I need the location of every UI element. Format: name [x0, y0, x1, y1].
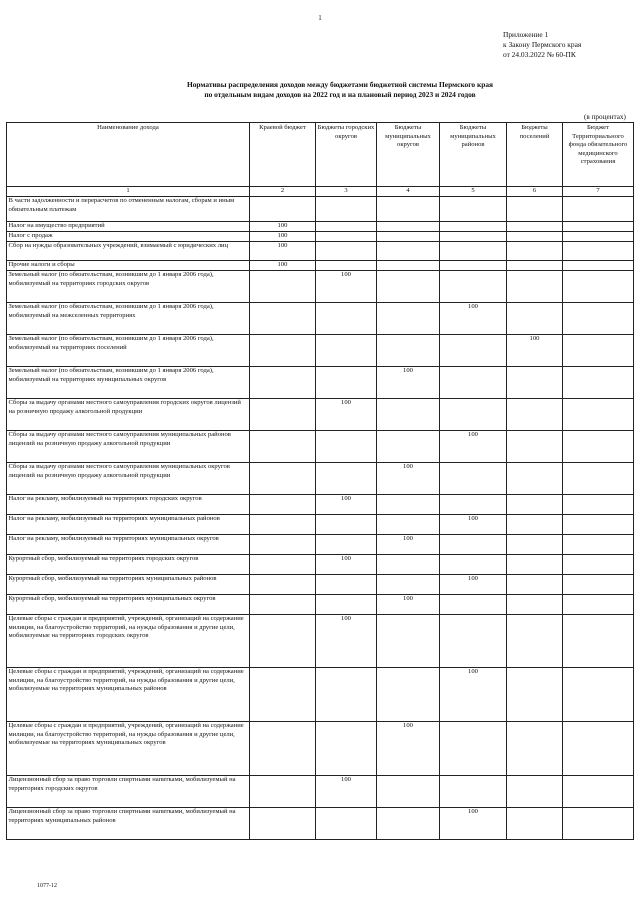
norm-value-cell: 100 — [250, 222, 316, 232]
table-row — [7, 271, 634, 303]
norm-value-cell — [563, 535, 634, 555]
header-regional-budget: Краевой бюджет — [250, 123, 316, 187]
norm-value-cell — [316, 242, 377, 261]
norm-value-cell — [563, 303, 634, 335]
norm-value-cell — [377, 575, 440, 595]
norm-value-cell — [440, 222, 507, 232]
footer-code: 1077-12 — [37, 883, 57, 889]
income-name-cell: Налог на рекламу, мобилизуемый на территориях муниципальных районов — [7, 515, 250, 535]
column-number: 2 — [250, 187, 316, 197]
norm-value-cell: 100 — [250, 232, 316, 242]
norm-value-cell — [563, 335, 634, 367]
norm-value-cell — [563, 232, 634, 242]
norms-table — [6, 122, 634, 840]
norm-value-cell — [377, 271, 440, 303]
norm-value-cell — [250, 776, 316, 808]
norm-value-cell — [563, 555, 634, 575]
norm-value-cell — [250, 722, 316, 776]
income-name-cell: Целевые сборы с граждан и предприятий, учреждений, организаций на содержание милиции, на благоустройство территорий, на нужды образования и другие цели, мобилизуемые на территориях муниципальных округов — [7, 722, 250, 776]
norm-value-cell — [507, 242, 563, 261]
norm-value-cell — [507, 271, 563, 303]
norm-value-cell — [440, 242, 507, 261]
table-row — [7, 495, 634, 515]
income-name-cell: Курортный сбор, мобилизуемый на территориях городских округов — [7, 555, 250, 575]
norm-value-cell: 100 — [377, 367, 440, 399]
norm-value-cell — [316, 303, 377, 335]
income-name-cell: Сборы за выдачу органами местного самоуправления муниципальных округов лицензий на розничную продажу алкогольной продукции — [7, 463, 250, 495]
norm-value-cell — [440, 615, 507, 668]
header-income-name: Наименование дохода — [7, 123, 250, 187]
income-name-cell: Сборы за выдачу органами местного самоуправления городских округов лицензий на розничную продажу алкогольной продукции — [7, 399, 250, 431]
table-row — [7, 261, 634, 271]
norm-value-cell — [377, 335, 440, 367]
norm-value-cell — [316, 595, 377, 615]
header-row — [7, 123, 634, 187]
table-row — [7, 595, 634, 615]
income-name-cell: Земельный налог (по обязательствам, возникшим до 1 января 2006 года), мобилизуемый на территориях городских округов — [7, 271, 250, 303]
income-name-cell: Налог на рекламу, мобилизуемый на территориях городских округов — [7, 495, 250, 515]
norm-value-cell — [250, 197, 316, 222]
norm-value-cell — [440, 261, 507, 271]
norm-value-cell — [250, 335, 316, 367]
norm-value-cell: 100 — [440, 431, 507, 463]
norm-value-cell — [316, 261, 377, 271]
header-settlement-budgets: Бюджеты поселений — [507, 123, 563, 187]
norm-value-cell — [563, 495, 634, 515]
norm-value-cell — [563, 722, 634, 776]
norm-value-cell — [316, 808, 377, 840]
norm-value-cell — [563, 808, 634, 840]
header-city-district-budgets: Бюджеты городских округов — [316, 123, 377, 187]
table-row — [7, 722, 634, 776]
page-number: 1 — [318, 14, 322, 22]
norm-value-cell: 100 — [377, 463, 440, 495]
norm-value-cell — [507, 776, 563, 808]
appendix-block — [503, 30, 581, 59]
norm-value-cell — [316, 463, 377, 495]
table-row — [7, 555, 634, 575]
norm-value-cell: 100 — [250, 242, 316, 261]
norm-value-cell — [563, 261, 634, 271]
income-name-cell: Курортный сбор, мобилизуемый на территориях муниципальных районов — [7, 575, 250, 595]
norm-value-cell: 100 — [507, 335, 563, 367]
norm-value-cell — [563, 515, 634, 535]
column-number-row — [7, 187, 634, 197]
norm-value-cell — [440, 722, 507, 776]
income-name-cell: Прочие налоги и сборы — [7, 261, 250, 271]
norm-value-cell — [507, 197, 563, 222]
header-medical-insurance-fund: Бюджет Территориального фонда обязательного медицинского страхования — [563, 123, 634, 187]
norm-value-cell — [316, 197, 377, 222]
norm-value-cell — [440, 535, 507, 555]
norm-value-cell — [377, 808, 440, 840]
norm-value-cell — [250, 595, 316, 615]
norm-value-cell — [563, 197, 634, 222]
appendix-line-2: к Закону Пермского края — [503, 39, 582, 49]
norm-value-cell — [440, 495, 507, 515]
norm-value-cell — [440, 399, 507, 431]
norm-value-cell: 100 — [377, 595, 440, 615]
norm-value-cell — [377, 776, 440, 808]
norm-value-cell — [507, 535, 563, 555]
income-name-cell: Лицензионный сбор за право торговли спиртными напитками, мобилизуемый на территориях муниципальных районов — [7, 808, 250, 840]
norm-value-cell — [250, 463, 316, 495]
table-row — [7, 668, 634, 722]
norm-value-cell — [377, 303, 440, 335]
table-row — [7, 776, 634, 808]
norm-value-cell — [507, 808, 563, 840]
column-number: 3 — [316, 187, 377, 197]
table-body — [7, 197, 634, 840]
table-row — [7, 808, 634, 840]
income-name-cell: Налог с продаж — [7, 232, 250, 242]
norm-value-cell — [507, 261, 563, 271]
norm-value-cell — [250, 399, 316, 431]
norm-value-cell — [250, 668, 316, 722]
table-row — [7, 575, 634, 595]
table-row — [7, 431, 634, 463]
norm-value-cell — [316, 431, 377, 463]
norm-value-cell — [563, 367, 634, 399]
appendix-line-1: Приложение 1 — [503, 30, 549, 39]
table-row — [7, 197, 634, 222]
norm-value-cell: 100 — [316, 776, 377, 808]
document-title — [40, 80, 640, 100]
norm-value-cell: 100 — [316, 615, 377, 668]
norm-value-cell — [507, 722, 563, 776]
table-row — [7, 367, 634, 399]
table-row — [7, 515, 634, 535]
norm-value-cell — [377, 668, 440, 722]
norm-value-cell — [377, 242, 440, 261]
table-row — [7, 535, 634, 555]
table-row — [7, 335, 634, 367]
norm-value-cell — [563, 595, 634, 615]
title-line-1: Нормативы распределения доходов между бюджетами бюджетной системы Пермского края — [186, 80, 494, 89]
norm-value-cell — [250, 808, 316, 840]
norm-value-cell — [250, 615, 316, 668]
norm-value-cell — [440, 335, 507, 367]
norm-value-cell — [377, 495, 440, 515]
norm-value-cell — [507, 367, 563, 399]
appendix-line-3: от 24.03.2022 № 60-ПК — [503, 49, 576, 59]
norm-value-cell — [440, 197, 507, 222]
table-row — [7, 615, 634, 668]
column-number: 5 — [440, 187, 507, 197]
norm-value-cell — [563, 463, 634, 495]
norm-value-cell — [316, 575, 377, 595]
norm-value-cell: 100 — [377, 722, 440, 776]
norm-value-cell — [563, 668, 634, 722]
norm-value-cell — [563, 575, 634, 595]
norm-value-cell — [377, 222, 440, 232]
income-name-cell: Целевые сборы с граждан и предприятий, учреждений, организаций на содержание милиции, на благоустройство территорий, на нужды образования и другие цели, мобилизуемые на территориях муниципальных районов — [7, 668, 250, 722]
norm-value-cell — [563, 776, 634, 808]
norm-value-cell — [377, 261, 440, 271]
norm-value-cell — [563, 222, 634, 232]
income-name-cell: Сборы за выдачу органами местного самоуправления муниципальных районов лицензий на розничную продажу алкогольной продукции — [7, 431, 250, 463]
norm-value-cell — [507, 303, 563, 335]
norm-value-cell — [316, 515, 377, 535]
norm-value-cell — [563, 431, 634, 463]
norm-value-cell — [377, 399, 440, 431]
income-name-cell: Налог на рекламу, мобилизуемый на территориях муниципальных округов — [7, 535, 250, 555]
income-name-cell: Целевые сборы с граждан и предприятий, учреждений, организаций на содержание милиции, на благоустройство территорий, на нужды образования и другие цели, мобилизуемые на территориях городских округов — [7, 615, 250, 668]
norm-value-cell: 100 — [440, 808, 507, 840]
norm-value-cell — [316, 222, 377, 232]
header-municipal-district-budgets: Бюджеты муниципальных округов — [377, 123, 440, 187]
norm-value-cell: 100 — [316, 271, 377, 303]
income-name-cell: В части задолженности и перерасчетов по отмененным налогам, сборам и иным обязательным платежам — [7, 197, 250, 222]
norm-value-cell — [316, 335, 377, 367]
column-number: 6 — [507, 187, 563, 197]
income-name-cell: Лицензионный сбор за право торговли спиртными напитками, мобилизуемый на территориях городских округов — [7, 776, 250, 808]
norm-value-cell — [563, 615, 634, 668]
norm-value-cell — [377, 232, 440, 242]
norm-value-cell: 100 — [440, 668, 507, 722]
table-row — [7, 463, 634, 495]
norm-value-cell — [250, 495, 316, 515]
norm-value-cell — [440, 463, 507, 495]
table-row — [7, 242, 634, 261]
norm-value-cell: 100 — [440, 515, 507, 535]
income-name-cell: Земельный налог (по обязательствам, возникшим до 1 января 2006 года), мобилизуемый на территориях поселений — [7, 335, 250, 367]
income-name-cell: Земельный налог (по обязательствам, возникшим до 1 января 2006 года), мобилизуемый на территориях муниципальных округов — [7, 367, 250, 399]
norm-value-cell — [507, 668, 563, 722]
norm-value-cell — [440, 595, 507, 615]
norm-value-cell — [250, 555, 316, 575]
norm-value-cell — [250, 271, 316, 303]
title-line-2: по отдельным видам доходов на 2022 год и на плановый период 2023 и 2024 годов — [204, 90, 476, 99]
norm-value-cell — [563, 399, 634, 431]
norm-value-cell — [316, 722, 377, 776]
norm-value-cell — [563, 242, 634, 261]
norm-value-cell — [250, 535, 316, 555]
income-name-cell: Налог на имущество предприятий — [7, 222, 250, 232]
units-note: (в процентах) — [584, 113, 626, 121]
norm-value-cell — [507, 222, 563, 232]
norm-value-cell — [507, 575, 563, 595]
norm-value-cell: 100 — [316, 555, 377, 575]
norm-value-cell: 100 — [377, 535, 440, 555]
norm-value-cell — [250, 367, 316, 399]
column-number: 7 — [563, 187, 634, 197]
norm-value-cell — [440, 232, 507, 242]
norm-value-cell — [440, 271, 507, 303]
norm-value-cell — [377, 615, 440, 668]
norm-value-cell — [563, 271, 634, 303]
norm-value-cell — [377, 515, 440, 535]
column-number: 1 — [7, 187, 250, 197]
norm-value-cell — [250, 431, 316, 463]
norm-value-cell — [377, 431, 440, 463]
header-municipal-area-budgets: Бюджеты муниципальных районов — [440, 123, 507, 187]
norm-value-cell — [507, 495, 563, 515]
norm-value-cell: 100 — [316, 495, 377, 515]
table-row — [7, 222, 634, 232]
norm-value-cell — [507, 399, 563, 431]
norm-value-cell — [507, 595, 563, 615]
norm-value-cell: 100 — [316, 399, 377, 431]
norm-value-cell — [250, 575, 316, 595]
norm-value-cell: 100 — [250, 261, 316, 271]
income-name-cell: Земельный налог (по обязательствам, возникшим до 1 января 2006 года), мобилизуемый на межселенных территориях — [7, 303, 250, 335]
norm-value-cell: 100 — [440, 303, 507, 335]
column-number: 4 — [377, 187, 440, 197]
norm-value-cell — [440, 367, 507, 399]
norm-value-cell: 100 — [440, 575, 507, 595]
norm-value-cell — [440, 776, 507, 808]
norm-value-cell — [316, 367, 377, 399]
income-name-cell: Сбор на нужды образовательных учреждений, взимаемый с юридических лиц — [7, 242, 250, 261]
income-name-cell: Курортный сбор, мобилизуемый на территориях муниципальных округов — [7, 595, 250, 615]
norm-value-cell — [377, 197, 440, 222]
norm-value-cell — [316, 668, 377, 722]
norm-value-cell — [316, 535, 377, 555]
table-row — [7, 303, 634, 335]
table-row — [7, 399, 634, 431]
norm-value-cell — [507, 232, 563, 242]
norm-value-cell — [250, 515, 316, 535]
norm-value-cell — [507, 463, 563, 495]
norm-value-cell — [250, 303, 316, 335]
table-row — [7, 232, 634, 242]
norm-value-cell — [316, 232, 377, 242]
norm-value-cell — [440, 555, 507, 575]
norm-value-cell — [377, 555, 440, 575]
norm-value-cell — [507, 615, 563, 668]
norm-value-cell — [507, 515, 563, 535]
norm-value-cell — [507, 555, 563, 575]
norm-value-cell — [507, 431, 563, 463]
